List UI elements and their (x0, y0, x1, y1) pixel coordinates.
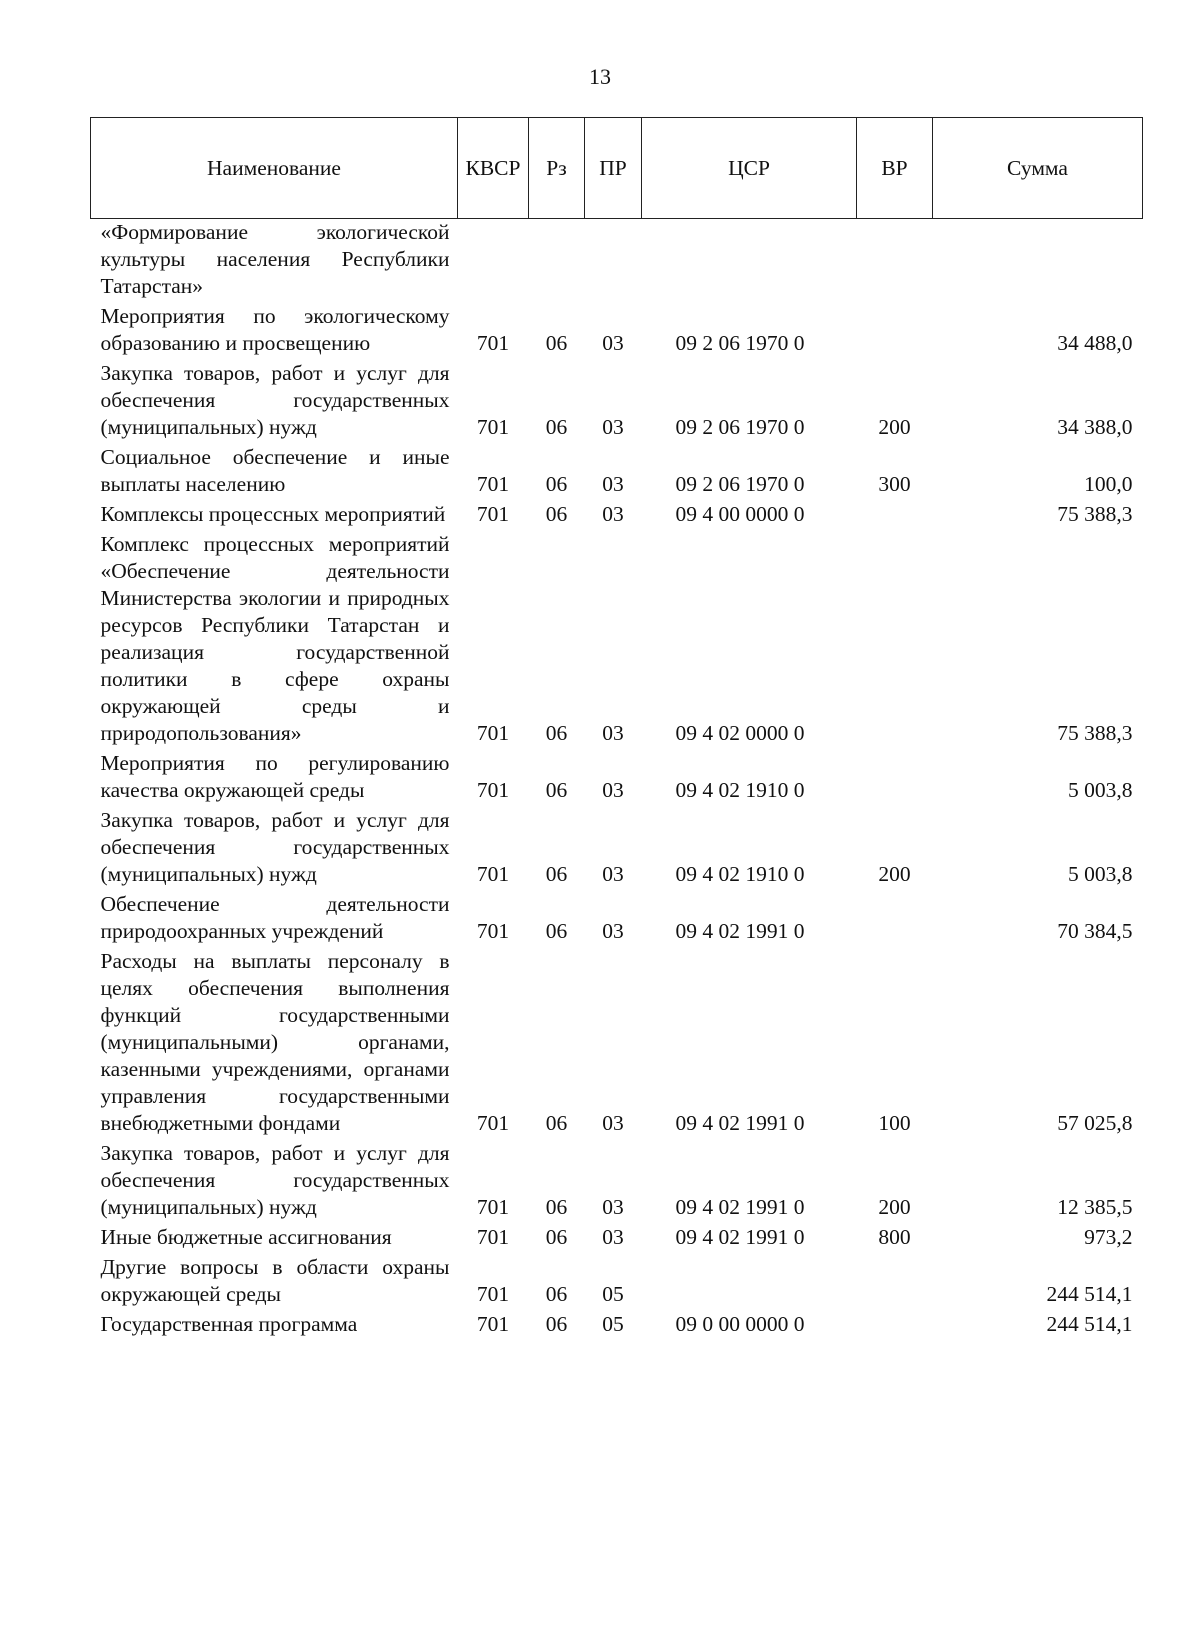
row-vr (857, 1254, 933, 1311)
row-vr (857, 531, 933, 750)
row-vr (857, 219, 933, 304)
row-sum: 244 514,1 (1046, 1312, 1133, 1336)
row-kvsr (458, 219, 529, 304)
row-rz: 06 (545, 721, 568, 745)
row-rz: 06 (545, 1195, 568, 1219)
row-csr (642, 219, 857, 304)
table-row (91, 360, 1143, 444)
row-rz: 06 (545, 1111, 568, 1135)
header-kvsr: КВСР (458, 118, 529, 219)
table-row (91, 444, 1143, 501)
row-csr (642, 1254, 857, 1311)
row-sum: 5 003,8 (1068, 778, 1133, 802)
row-sum: 244 514,1 (1046, 1282, 1133, 1306)
row-pr: 03 (602, 331, 624, 355)
row-pr: 03 (602, 472, 624, 496)
row-kvsr: 701 (476, 1195, 510, 1219)
row-vr: 200 (878, 1195, 911, 1219)
row-sum: 5 003,8 (1068, 862, 1133, 886)
row-pr (585, 219, 642, 304)
row-rz: 06 (545, 919, 568, 943)
row-csr: 09 2 06 1970 0 (675, 331, 805, 355)
row-pr: 05 (602, 1312, 624, 1336)
row-name: Обеспечение деятельности природоохранных учреждений (100, 892, 450, 943)
row-name: Комплекс процессных мероприятий «Обеспечение деятельности Министерства экологии и природных ресурсов Республики Татарстан и реализация государственной политики в сфере охраны окружающей среды и природопользования» (100, 532, 450, 745)
row-pr: 03 (602, 1225, 624, 1249)
row-csr: 09 0 00 0000 0 (675, 1312, 805, 1336)
row-kvsr: 701 (476, 502, 510, 526)
row-pr: 03 (602, 1195, 624, 1219)
row-pr: 03 (602, 862, 624, 886)
row-kvsr: 701 (476, 331, 510, 355)
row-kvsr: 701 (476, 1312, 510, 1336)
table-row (91, 531, 1143, 750)
row-csr: 09 4 02 1991 0 (675, 919, 805, 943)
row-name: Закупка товаров, работ и услуг для обеспечения государственных (муниципальных) нужд (100, 1141, 450, 1219)
header-csr: ЦСР (642, 118, 857, 219)
row-vr (857, 501, 933, 531)
row-vr: 800 (878, 1225, 911, 1249)
row-csr: 09 4 02 1991 0 (675, 1195, 805, 1219)
row-sum: 973,2 (1084, 1225, 1133, 1249)
row-pr: 03 (602, 778, 624, 802)
row-csr: 09 2 06 1970 0 (675, 415, 805, 439)
table-row (91, 1311, 1143, 1341)
row-csr: 09 4 02 1910 0 (675, 778, 805, 802)
row-pr: 03 (602, 502, 624, 526)
row-name: Государственная программа (100, 1312, 358, 1336)
row-sum (933, 219, 1143, 304)
table-row (91, 948, 1143, 1140)
row-pr: 03 (602, 919, 624, 943)
header-pr: ПР (585, 118, 642, 219)
row-vr (857, 750, 933, 807)
row-pr: 03 (602, 721, 624, 745)
header-name: Наименование (91, 118, 458, 219)
row-rz: 06 (545, 472, 568, 496)
row-kvsr: 701 (476, 862, 510, 886)
header-vr: ВР (857, 118, 933, 219)
row-kvsr: 701 (476, 472, 510, 496)
row-kvsr: 701 (476, 721, 510, 745)
table-row (91, 303, 1143, 360)
page-number: 13 (589, 64, 611, 89)
row-csr: 09 4 02 1991 0 (675, 1111, 805, 1135)
row-kvsr: 701 (476, 415, 510, 439)
row-name: Расходы на выплаты персоналу в целях обеспечения выполнения функций государственными (муниципальными) органами, казенными учреждениями, органами управления государственными внебюджетными фондами (100, 949, 450, 1135)
header-sum: Сумма (933, 118, 1143, 219)
row-name: Иные бюджетные ассигнования (100, 1225, 392, 1249)
table-row (91, 1224, 1143, 1254)
row-sum: 75 388,3 (1057, 502, 1133, 526)
row-name: Мероприятия по экологическому образованию и просвещению (100, 304, 450, 355)
row-sum: 70 384,5 (1057, 919, 1133, 943)
row-rz: 06 (545, 502, 568, 526)
row-vr: 200 (878, 415, 911, 439)
row-rz: 06 (545, 1282, 568, 1306)
row-name: Мероприятия по регулированию качества окружающей среды (100, 751, 450, 802)
row-rz: 06 (545, 331, 568, 355)
row-vr: 100 (878, 1111, 911, 1135)
table-row (91, 501, 1143, 531)
row-sum: 75 388,3 (1057, 721, 1133, 745)
row-kvsr: 701 (476, 1225, 510, 1249)
row-vr (857, 303, 933, 360)
table-row (91, 219, 1143, 304)
row-pr: 05 (602, 1282, 624, 1306)
row-csr: 09 4 02 1991 0 (675, 1225, 805, 1249)
row-csr: 09 4 00 0000 0 (675, 502, 805, 526)
row-sum: 100,0 (1084, 472, 1133, 496)
row-rz: 06 (545, 862, 568, 886)
row-pr: 03 (602, 1111, 624, 1135)
budget-table (90, 117, 1143, 1341)
row-csr: 09 4 02 1910 0 (675, 862, 805, 886)
row-csr: 09 4 02 0000 0 (675, 721, 805, 745)
row-rz: 06 (545, 1312, 568, 1336)
row-sum: 34 488,0 (1057, 331, 1133, 355)
row-name: Закупка товаров, работ и услуг для обеспечения государственных (муниципальных) нужд (100, 361, 450, 439)
row-sum: 12 385,5 (1057, 1195, 1133, 1219)
row-sum: 34 388,0 (1057, 415, 1133, 439)
row-vr (857, 1311, 933, 1341)
row-name: Другие вопросы в области охраны окружающей среды (100, 1255, 450, 1306)
table-row (91, 1254, 1143, 1311)
row-csr: 09 2 06 1970 0 (675, 472, 805, 496)
row-name: Социальное обеспечение и иные выплаты населению (100, 445, 450, 496)
row-rz: 06 (545, 1225, 568, 1249)
table-row (91, 750, 1143, 807)
row-pr: 03 (602, 415, 624, 439)
table-row (91, 807, 1143, 891)
row-name: «Формирование экологической культуры населения Республики Татарстан» (100, 220, 450, 298)
table-row (91, 1140, 1143, 1224)
row-kvsr: 701 (476, 778, 510, 802)
row-rz (529, 219, 585, 304)
row-kvsr: 701 (476, 1282, 510, 1306)
row-vr: 200 (878, 862, 911, 886)
row-sum: 57 025,8 (1057, 1111, 1133, 1135)
header-rz: Рз (529, 118, 585, 219)
row-name: Комплексы процессных мероприятий (100, 502, 446, 526)
row-name: Закупка товаров, работ и услуг для обеспечения государственных (муниципальных) нужд (100, 808, 450, 886)
row-vr (857, 891, 933, 948)
row-vr: 300 (878, 472, 911, 496)
row-kvsr: 701 (476, 1111, 510, 1135)
row-rz: 06 (545, 415, 568, 439)
table-row (91, 891, 1143, 948)
table-header (91, 118, 1143, 219)
row-kvsr: 701 (476, 919, 510, 943)
table-body (91, 219, 1143, 1342)
row-rz: 06 (545, 778, 568, 802)
